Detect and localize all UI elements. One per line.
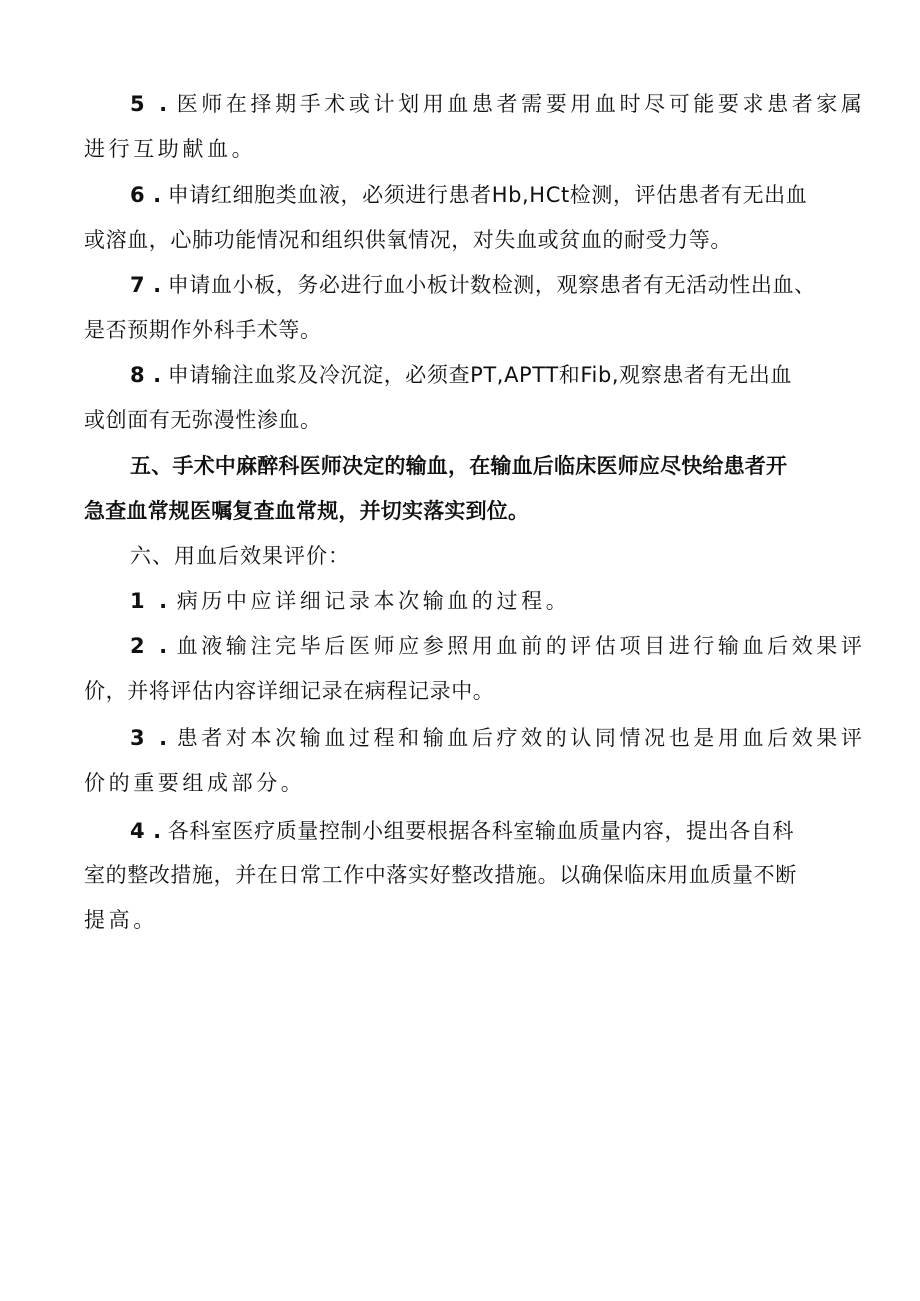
eval-4-line-2: 室的整改措施，并在日常工作中落实好整改措施。以确保临床用血质量不断 [84, 863, 797, 887]
item-5-text-1: 医师在择期手术或计划用血患者需要用血时尽可能要求患者家属 [176, 92, 866, 116]
item-6-line-1 [130, 182, 807, 208]
item-8-line-1 [130, 362, 792, 388]
item-8-text-1: 申请输注血浆及冷沉淀，必须查PT,APTT和Fib,观察患者有无出血 [167, 363, 792, 387]
eval-3-line-1 [130, 725, 866, 751]
eval-4-line-1 [130, 818, 794, 844]
item-6-line-2: 或溶血，心肺功能情况和组织供氧情况，对失血或贫血的耐受力等。 [84, 228, 732, 252]
eval-2-number: 2 . [130, 634, 171, 658]
eval-1-line-1 [130, 588, 570, 614]
item-5-number: 5 . [130, 92, 171, 116]
section-6-heading: 六、用血后效果评价： [130, 544, 350, 568]
eval-3-number: 3 . [130, 726, 171, 750]
eval-1-number: 1 . [130, 589, 171, 613]
section-5-line-1: 五、手术中麻醉科医师决定的输血，在输血后临床医师应尽快给患者开 [130, 454, 788, 478]
eval-3-line-2: 价的重要组成部分。 [84, 771, 306, 795]
eval-2-text-1: 血液输注完毕后医师应参照用血前的评估项目进行输血后效果评 [176, 634, 866, 658]
item-8-line-2: 或创面有无弥漫性渗血。 [84, 408, 322, 432]
item-6-number: 6 . [130, 183, 162, 207]
item-5-line-1 [130, 91, 866, 117]
item-7-line-2: 是否预期作外科手术等。 [84, 318, 322, 342]
eval-4-number: 4 . [130, 819, 162, 843]
section-5-line-2: 急查血常规医嘱复查血常规，并切实落实到位。 [84, 499, 530, 523]
item-7-text-1: 申请血小板，务必进行血小板计数检测，观察患者有无活动性出血、 [167, 273, 816, 297]
item-7-number: 7 . [130, 273, 162, 297]
eval-1-text-1: 病历中应详细记录本次输血的过程。 [176, 589, 571, 613]
eval-4-line-3: 提高。 [84, 908, 158, 932]
eval-4-text-1: 各科室医疗质量控制小组要根据各科室输血质量内容，提出各自科 [167, 819, 795, 843]
item-8-number: 8 . [130, 363, 162, 387]
eval-2-line-2: 价，并将评估内容详细记录在病程记录中。 [84, 679, 495, 703]
eval-3-text-1: 患者对本次输血过程和输血后疗效的认同情况也是用血后效果评 [176, 726, 866, 750]
item-7-line-1 [130, 272, 816, 298]
eval-2-line-1 [130, 633, 866, 659]
item-6-text-1: 申请红细胞类血液，必须进行患者Hb,HCt检测，评估患者有无出血 [167, 183, 808, 207]
item-5-line-2: 进行互助献血。 [84, 137, 257, 161]
